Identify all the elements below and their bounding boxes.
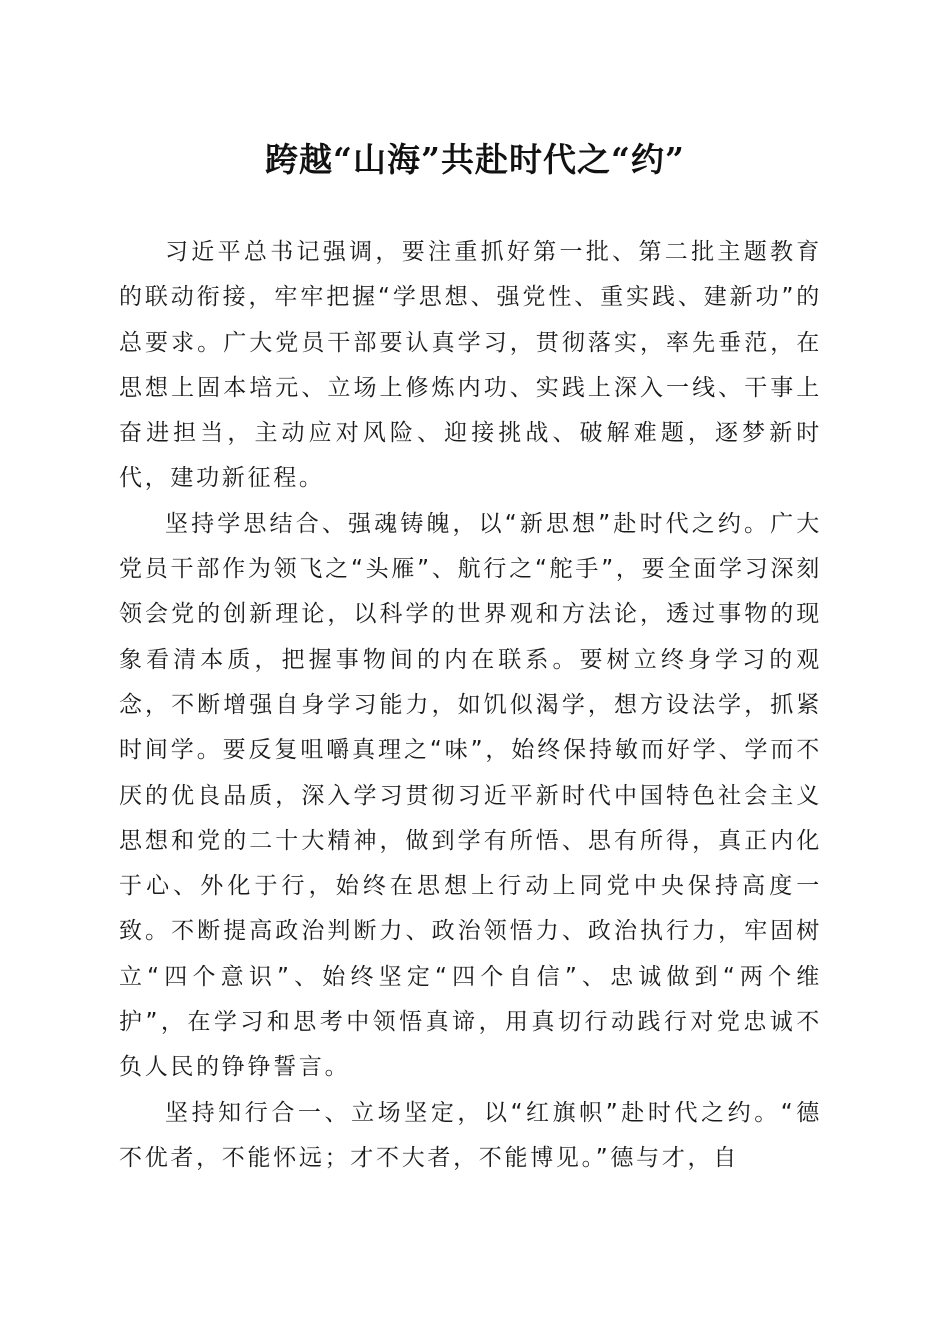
paragraph-2: 坚持学思结合、强魂铸魄，以“新思想”赴时代之约。广大党员干部作为领飞之“头雁”、航行之“舵手”，要全面学习深刻领会党的创新理论，以科学的世界观和方法论，透过事物的现象看清本质，把握事物间的内在联系。要树立终身学习的观念，不断增强自身学习能力，如饥似渴学，想方设法学，抓紧时间学。要反复咀嚼真理之“味”，始终保持敏而好学、学而不厌的优良品质，深入学习贯彻习近平新时代中国特色社会主义思想和党的二十大精神，做到学有所悟、思有所得，真正内化于心、外化于行，始终在思想上行动上同党中央保持高度一致。不断提高政治判断力、政治领悟力、政治执行力，牢固树立“四个意识”、始终坚定“四个自信”、忠诚做到“两个维护”，在学习和思考中领悟真谛，用真切行动践行对党忠诚不负人民的铮铮誓言。 [119, 510, 822, 1081]
paragraph-3: 坚持知行合一、立场坚定，以“红旗帜”赴时代之约。“德不优者，不能怀远；才不大者，不能博见。”德与才，自 [119, 1099, 822, 1171]
paragraph-1: 习近平总书记强调，要注重抓好第一批、第二批主题教育的联动衔接，牢牢把握“学思想、强党性、重实践、建新功”的总要求。广大党员干部要认真学习，贯彻落实，率先垂范，在思想上固本培元、立场上修炼内功、实践上深入一线、干事上奋进担当，主动应对风险、迎接挑战、破解难题，逐梦新时代，建功新征程。 [119, 239, 822, 492]
document-title: 跨越“山海”共赴时代之“约” [265, 140, 685, 179]
document-body [119, 230, 822, 1181]
